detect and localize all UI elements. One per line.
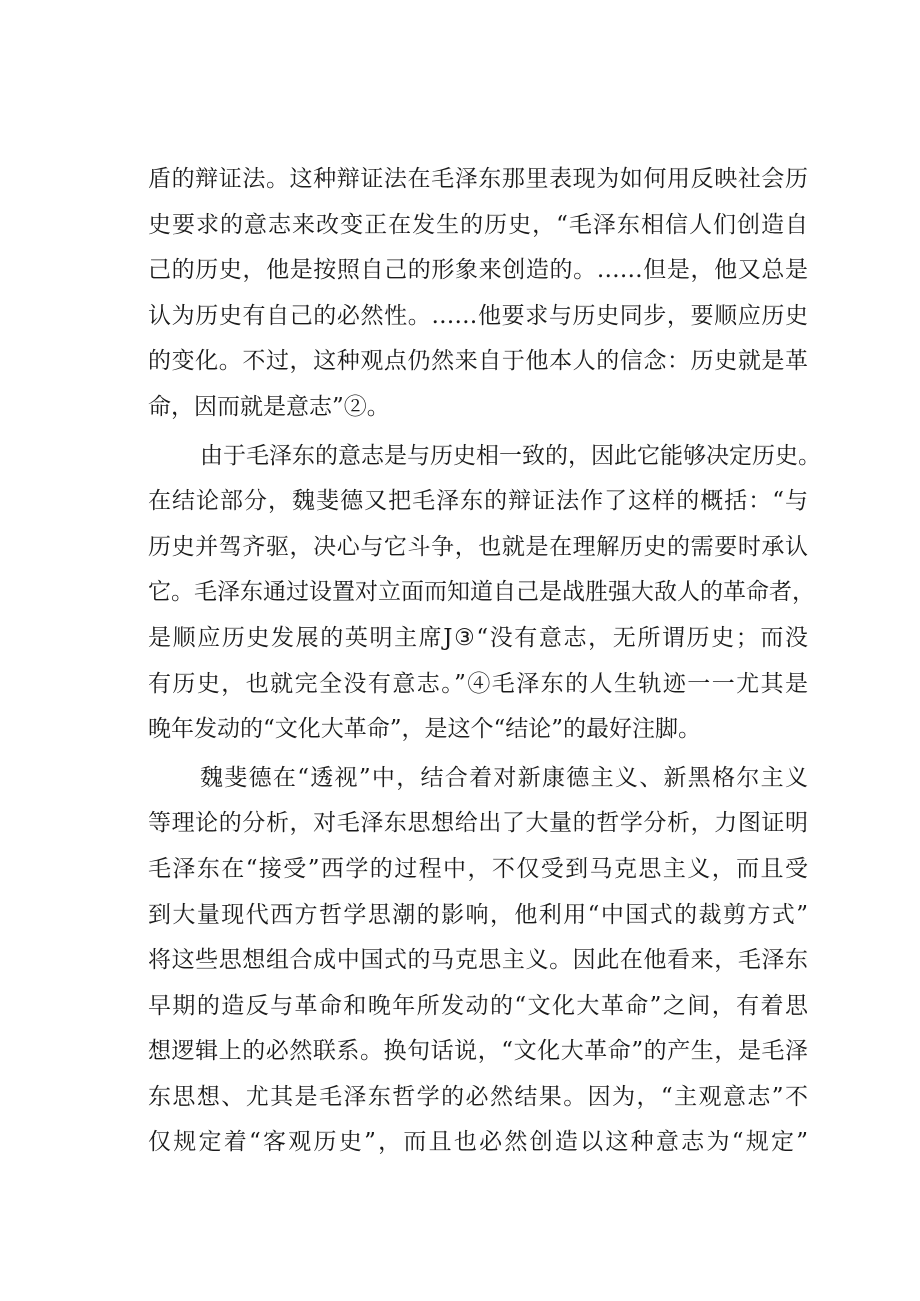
paragraph-1-line-1: 盾的辩证法。这种辩证法在毛泽东那里表现为如何用反映社会历	[148, 166, 808, 192]
body-text	[148, 157, 821, 1166]
paragraph-1-line-2: 史要求的意志来改变正在发生的历史，“毛泽东相信人们创造自	[148, 211, 808, 238]
paragraph-2-line-2: 在结论部分，魏斐德又把毛泽东的辩证法作了这样的概括：“与	[148, 488, 808, 515]
paragraph-3-line-4: 到大量现代西方哲学思潮的影响，他利用“中国式的裁剪方式”	[148, 901, 808, 928]
paragraph-1-line-6: 命，因而就是意志”②。	[148, 393, 390, 420]
paragraph-3-line-9: 仅规定着“客观历史”，而且也必然创造以这种意志为“规定”	[148, 1129, 808, 1156]
paragraph-1-line-4: 认为历史有自己的必然性。……他要求与历史同步，要顺应历史	[148, 302, 808, 329]
paragraph-2-line-6: 有历史，也就完全没有意志。”④毛泽东的人生轨迹一一尤其是	[148, 670, 808, 697]
paragraph-3-line-7: 想逻辑上的必然联系。换句话说，“文化大革命”的产生，是毛泽	[148, 1038, 808, 1065]
paragraph-3-line-8: 东思想、尤其是毛泽东哲学的必然结果。因为，“主观意志”不	[148, 1083, 808, 1110]
paragraph-2-line-1: 由于毛泽东的意志是与历史相一致的，因此它能够决定历史。	[200, 442, 821, 469]
paragraph-3-line-3: 毛泽东在“接受”西学的过程中，不仅受到马克思主义，而且受	[148, 855, 808, 882]
paragraph-3-line-6: 早期的造反与革命和晚年所发动的“文化大革命”之间，有着思	[148, 992, 808, 1019]
paragraph-2-line-4: 它。毛泽东通过设置对立面而知道自己是战胜强大敌人的革命者，	[148, 579, 815, 606]
paragraph-1-line-3: 己的历史，他是按照自己的形象来创造的。……但是，他又总是	[148, 257, 808, 284]
paragraph-2-line-7: 晚年发动的“文化大革命”，是这个“结论”的最好注脚。	[148, 716, 702, 743]
paragraph-1-line-5: 的变化。不过，这种观点仍然来自于他本人的信念：历史就是革	[148, 348, 808, 375]
paragraph-2-line-3: 历史并驾齐驱，决心与它斗争，也就是在理解历史的需要时承认	[148, 533, 808, 560]
paragraph-2-line-5: 是顺应历史发展的英明主席J③“没有意志，无所谓历史；而没	[148, 624, 808, 651]
paragraph-3-line-2: 等理论的分析，对毛泽东思想给出了大量的哲学分析，力图证明	[148, 810, 808, 837]
paragraph-3-line-1: 魏斐德在“透视”中，结合着对新康德主义、新黑格尔主义	[200, 764, 808, 791]
paragraph-3-line-5: 将这些思想组合成中国式的马克思主义。因此在他看来，毛泽东	[148, 947, 808, 974]
